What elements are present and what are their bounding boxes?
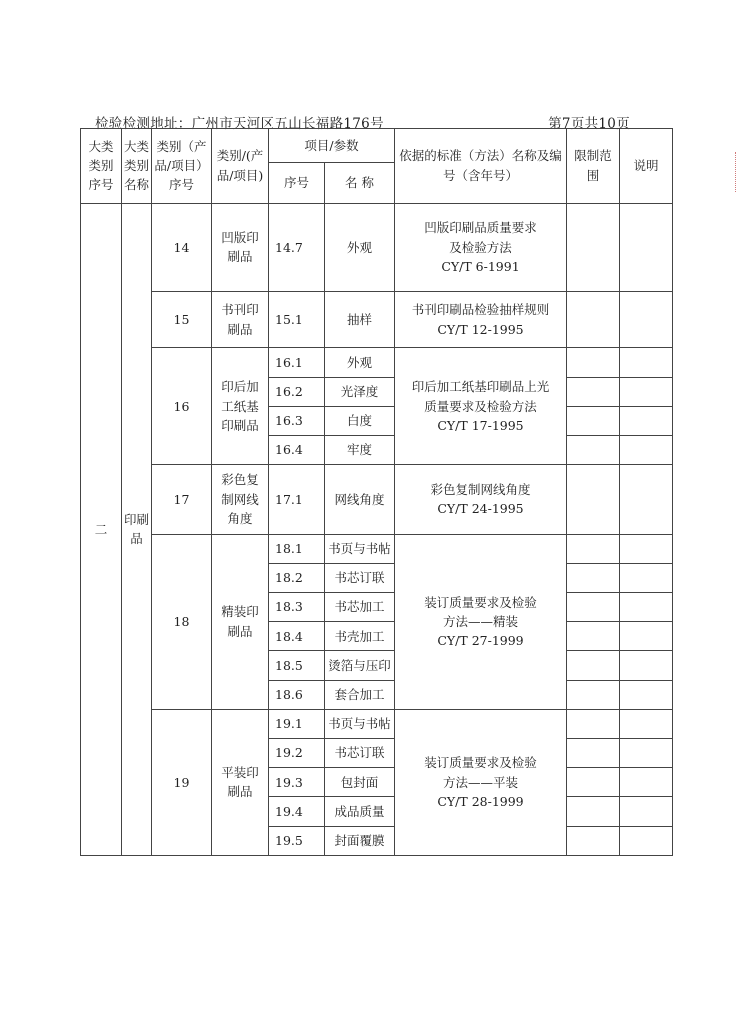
note-cell bbox=[620, 436, 673, 465]
limit-cell bbox=[567, 292, 620, 348]
standard-line: 及检验方法 bbox=[449, 239, 512, 255]
item-no-cell: 19.4 bbox=[269, 797, 325, 826]
category-name-cell: 精装印刷品 bbox=[212, 534, 269, 709]
item-no-cell: 15.1 bbox=[269, 292, 325, 348]
item-name-cell: 网线角度 bbox=[325, 465, 395, 534]
note-cell bbox=[620, 203, 673, 292]
item-no-cell: 17.1 bbox=[269, 465, 325, 534]
note-cell bbox=[620, 406, 673, 435]
header-category-name: 类别/(产品/项目) bbox=[212, 129, 269, 204]
limit-cell bbox=[567, 622, 620, 651]
limit-cell bbox=[567, 739, 620, 768]
standard-line: 凹版印刷品质量要求 bbox=[424, 220, 537, 236]
limit-cell bbox=[567, 406, 620, 435]
limit-cell bbox=[567, 826, 620, 855]
standard-line: CY/T 27-1999 bbox=[437, 633, 524, 649]
category-no-cell: 19 bbox=[152, 709, 212, 855]
limit-cell bbox=[567, 348, 620, 377]
item-no-cell: 16.1 bbox=[269, 348, 325, 377]
page-number: 第7页共10页 bbox=[548, 116, 630, 132]
item-no-cell: 19.2 bbox=[269, 739, 325, 768]
header-standard: 依据的标准（方法）名称及编号（含年号） bbox=[395, 129, 567, 204]
note-cell bbox=[620, 651, 673, 680]
note-cell bbox=[620, 465, 673, 534]
standard-line: 印后加工纸基印刷品上光 bbox=[411, 379, 550, 395]
item-name-cell: 书芯订联 bbox=[325, 563, 395, 592]
header-major-no: 大类类别序号 bbox=[81, 129, 122, 204]
item-name-cell: 牢度 bbox=[325, 436, 395, 465]
standard-line: CY/T 12-1995 bbox=[437, 321, 524, 337]
item-no-cell: 16.3 bbox=[269, 406, 325, 435]
table-row bbox=[81, 709, 673, 738]
margin-mark bbox=[735, 152, 740, 192]
item-name-cell: 外观 bbox=[325, 203, 395, 292]
item-name-cell: 成品质量 bbox=[325, 797, 395, 826]
standard-line: 彩色复制网线角度 bbox=[430, 482, 531, 498]
header-limit: 限制范围 bbox=[567, 129, 620, 204]
item-name-cell: 抽样 bbox=[325, 292, 395, 348]
standard-cell bbox=[395, 465, 567, 534]
limit-cell bbox=[567, 563, 620, 592]
limit-cell bbox=[567, 593, 620, 622]
category-name-cell: 彩色复制网线角度 bbox=[212, 465, 269, 534]
item-no-cell: 14.7 bbox=[269, 203, 325, 292]
table-row bbox=[81, 292, 673, 348]
item-name-cell: 外观 bbox=[325, 348, 395, 377]
limit-cell bbox=[567, 680, 620, 709]
header-category-no: 类别（产品/项目）序号 bbox=[152, 129, 212, 204]
item-no-cell: 18.5 bbox=[269, 651, 325, 680]
category-no-cell: 16 bbox=[152, 348, 212, 465]
table-row bbox=[81, 348, 673, 377]
standard-line: 方法——精装 bbox=[442, 614, 518, 630]
standard-cell bbox=[395, 203, 567, 292]
limit-cell bbox=[567, 768, 620, 797]
limit-cell bbox=[567, 377, 620, 406]
standard-cell bbox=[395, 292, 567, 348]
item-no-cell: 19.3 bbox=[269, 768, 325, 797]
header-row bbox=[81, 129, 673, 163]
item-no-cell: 18.3 bbox=[269, 593, 325, 622]
limit-cell bbox=[567, 797, 620, 826]
limit-cell bbox=[567, 203, 620, 292]
standard-line: 质量要求及检验方法 bbox=[424, 398, 537, 414]
standard-cell bbox=[395, 348, 567, 465]
category-name-cell: 印后加工纸基印刷品 bbox=[212, 348, 269, 465]
table-row bbox=[81, 534, 673, 563]
limit-cell bbox=[567, 651, 620, 680]
item-name-cell: 烫箔与压印 bbox=[325, 651, 395, 680]
item-name-cell: 书页与书帖 bbox=[325, 534, 395, 563]
item-name-cell: 光泽度 bbox=[325, 377, 395, 406]
standard-cell bbox=[395, 709, 567, 855]
item-name-cell: 书芯加工 bbox=[325, 593, 395, 622]
standard-line: CY/T 17-1995 bbox=[437, 418, 524, 434]
limit-cell bbox=[567, 436, 620, 465]
category-no-cell: 15 bbox=[152, 292, 212, 348]
limit-cell bbox=[567, 534, 620, 563]
table-row bbox=[81, 203, 673, 292]
item-name-cell: 白度 bbox=[325, 406, 395, 435]
note-cell bbox=[620, 534, 673, 563]
item-name-cell: 包封面 bbox=[325, 768, 395, 797]
item-no-cell: 16.2 bbox=[269, 377, 325, 406]
limit-cell bbox=[567, 465, 620, 534]
note-cell bbox=[620, 739, 673, 768]
item-no-cell: 18.2 bbox=[269, 563, 325, 592]
item-no-cell: 19.5 bbox=[269, 826, 325, 855]
note-cell bbox=[620, 680, 673, 709]
note-cell bbox=[620, 348, 673, 377]
header-item-no: 序号 bbox=[269, 163, 325, 203]
item-no-cell: 18.4 bbox=[269, 622, 325, 651]
note-cell bbox=[620, 709, 673, 738]
header-item-name: 名 称 bbox=[325, 163, 395, 203]
note-cell bbox=[620, 797, 673, 826]
note-cell bbox=[620, 292, 673, 348]
item-no-cell: 18.1 bbox=[269, 534, 325, 563]
major-name-cell: 印刷品 bbox=[122, 203, 152, 856]
category-no-cell: 18 bbox=[152, 534, 212, 709]
note-cell bbox=[620, 622, 673, 651]
standard-line: 书刊印刷品检验抽样规则 bbox=[411, 302, 550, 318]
item-name-cell: 书壳加工 bbox=[325, 622, 395, 651]
category-no-cell: 17 bbox=[152, 465, 212, 534]
note-cell bbox=[620, 768, 673, 797]
note-cell bbox=[620, 377, 673, 406]
limit-cell bbox=[567, 709, 620, 738]
header-item-group: 项目/参数 bbox=[269, 129, 395, 163]
item-no-cell: 18.6 bbox=[269, 680, 325, 709]
category-no-cell: 14 bbox=[152, 203, 212, 292]
table-row bbox=[81, 465, 673, 534]
standard-line: 装订质量要求及检验 bbox=[424, 594, 537, 610]
item-name-cell: 封面覆膜 bbox=[325, 826, 395, 855]
header-note: 说明 bbox=[620, 129, 673, 204]
standard-cell bbox=[395, 534, 567, 709]
item-name-cell: 套合加工 bbox=[325, 680, 395, 709]
item-no-cell: 19.1 bbox=[269, 709, 325, 738]
standard-line: CY/T 6-1991 bbox=[441, 258, 520, 274]
standard-line: 方法——平装 bbox=[442, 774, 518, 790]
standard-line: 装订质量要求及检验 bbox=[424, 755, 537, 771]
note-cell bbox=[620, 563, 673, 592]
item-name-cell: 书芯订联 bbox=[325, 739, 395, 768]
category-name-cell: 平装印刷品 bbox=[212, 709, 269, 855]
accreditation-table bbox=[80, 128, 673, 856]
note-cell bbox=[620, 593, 673, 622]
item-name-cell: 书页与书帖 bbox=[325, 709, 395, 738]
note-cell bbox=[620, 826, 673, 855]
category-name-cell: 凹版印刷品 bbox=[212, 203, 269, 292]
item-no-cell: 16.4 bbox=[269, 436, 325, 465]
category-name-cell: 书刊印刷品 bbox=[212, 292, 269, 348]
standard-line: CY/T 24-1995 bbox=[437, 501, 524, 517]
major-no-cell: 二 bbox=[81, 203, 122, 856]
lab-address: 检验检测地址：广州市天河区五山长福路176号 bbox=[95, 116, 384, 132]
standard-line: CY/T 28-1999 bbox=[437, 794, 524, 810]
header-major-name: 大类类别名称 bbox=[122, 129, 152, 204]
